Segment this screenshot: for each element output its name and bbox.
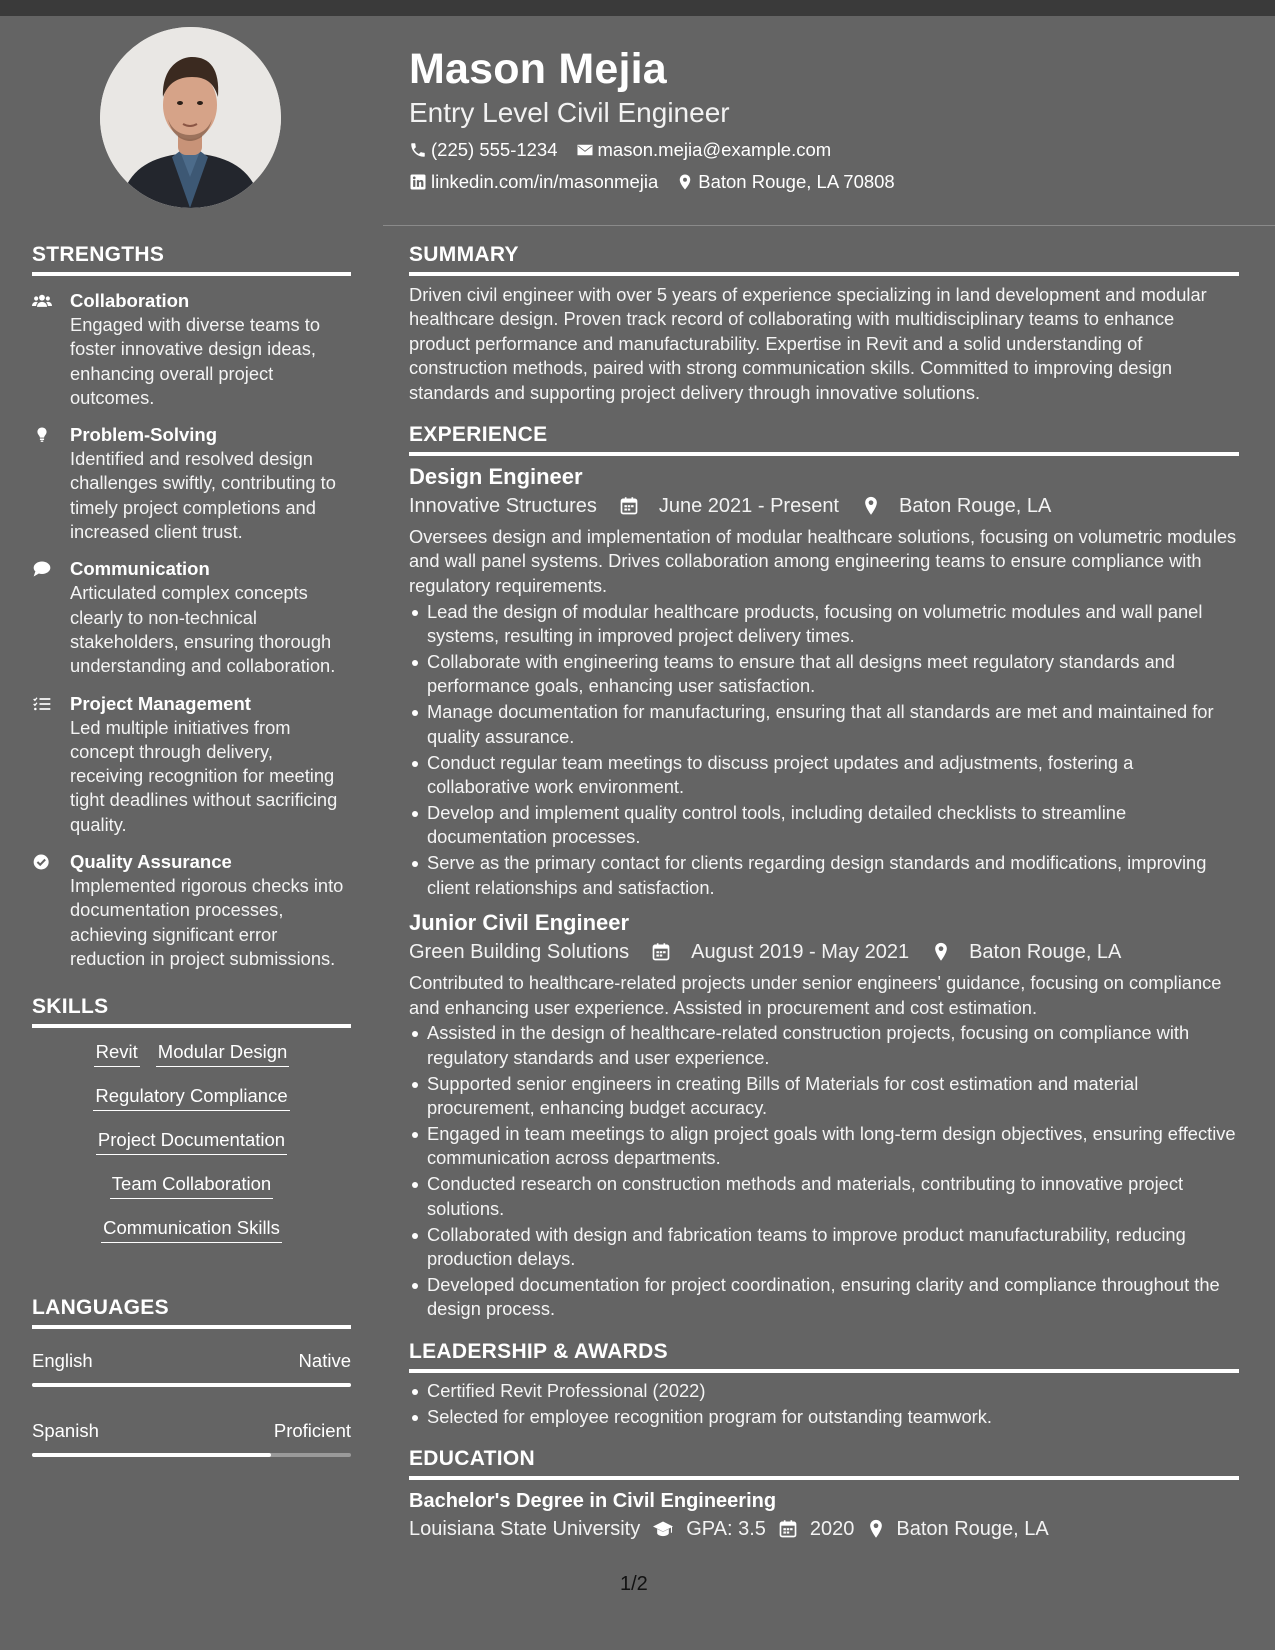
- skill-row: [86, 1040, 298, 1067]
- summary-heading: SUMMARY: [409, 243, 519, 266]
- job-bullet: Engaged in team meetings to align project goals with long-term design objectives, ensuring effective communication across departments.: [409, 1122, 1239, 1171]
- candidate-name: Mason Mejia: [409, 45, 667, 93]
- graduation-cap-icon: [650, 1519, 676, 1539]
- speech-bubble-icon: [32, 557, 70, 678]
- contact-email[interactable]: [576, 138, 832, 162]
- phone-icon: [409, 141, 427, 159]
- skill-row: [102, 1172, 281, 1199]
- leadership-list: [409, 1379, 1239, 1429]
- skill-tag: Regulatory Compliance: [93, 1084, 289, 1111]
- left-column: [32, 241, 351, 1457]
- strength-item: [32, 423, 351, 544]
- section-rule: [409, 1369, 1239, 1373]
- education-year: 2020: [809, 1518, 855, 1541]
- job-bullet: Developed documentation for project coordination, ensuring clarity and compliance throughout the design process.: [409, 1273, 1239, 1322]
- contact-row: [409, 138, 1239, 162]
- skill-row: [88, 1128, 295, 1155]
- strength-desc: Engaged with diverse teams to foster innovative design ideas, enhancing overall project outcomes.: [70, 314, 320, 408]
- strength-desc: Articulated complex concepts clearly to non-technical stakeholders, ensuring thorough understanding and collaboration.: [70, 582, 336, 677]
- job-bullet: Supported senior engineers in creating Bills of Materials for cost estimation and material procurement, enhancing budget accuracy.: [409, 1072, 1239, 1121]
- skill-tag: Team Collaboration: [110, 1172, 273, 1199]
- contact-phone[interactable]: [409, 138, 558, 162]
- job-bullet: Assisted in the design of healthcare-related construction projects, focusing on compliance with regulatory standards and user experience.: [409, 1021, 1239, 1070]
- profile-photo: [100, 27, 281, 208]
- envelope-icon: [576, 141, 594, 159]
- job-bullet: Manage documentation for manufacturing, ensuring that all standards are met and maintained for quality assurance.: [409, 700, 1239, 749]
- strength-title: Collaboration: [70, 290, 190, 311]
- job-dates: August 2019 - May 2021: [691, 941, 910, 964]
- lightbulb-icon: [32, 423, 70, 544]
- users-icon: [32, 289, 70, 410]
- job-entry: [409, 462, 1239, 900]
- job-bullets: [409, 600, 1239, 900]
- contact-row-2: [409, 170, 1239, 194]
- map-pin-icon: [861, 496, 881, 516]
- job-bullet: Collaborated with design and fabrication teams to improve product manufacturability, reducing production delays.: [409, 1223, 1239, 1272]
- strength-desc: Led multiple initiatives from concept through delivery, receiving recognition for meeting tight deadlines without sacrificing quality.: [70, 716, 338, 835]
- experience-heading: EXPERIENCE: [409, 423, 548, 447]
- strength-item: [32, 289, 351, 410]
- resume-header: [409, 42, 1239, 194]
- award-item: Selected for employee recognition program for outstanding teamwork.: [409, 1405, 1239, 1429]
- map-pin-icon: [866, 1519, 886, 1539]
- skill-row: [93, 1216, 290, 1243]
- map-pin-icon: [676, 173, 694, 191]
- skill-tag: Project Documentation: [96, 1128, 287, 1155]
- skill-tag: Revit: [94, 1040, 140, 1067]
- strength-title: Quality Assurance: [70, 851, 232, 873]
- summary-text: Driven civil engineer with over 5 years of experience specializing in land development and modular healthcare design. Proven track record of collaborating with multidisciplinary teams to enhance product performance and manufacturability. Expertise in Revit and a solid understanding of construction methods, paired with strong communication skills. Committed to improving design standards and supporting project delivery through innovative solutions.: [409, 284, 1207, 403]
- strength-title: Communication: [70, 558, 210, 580]
- education-school: Louisiana State University: [409, 1518, 641, 1541]
- phone-text: (225) 555-1234: [431, 139, 558, 160]
- job-meta: [409, 492, 1239, 520]
- education-meta: [409, 1515, 1239, 1543]
- section-rule: [409, 272, 1239, 276]
- job-bullet: Serve as the primary contact for clients regarding design standards and modifications, improving client relationships and satisfaction.: [409, 851, 1239, 900]
- contact-location: [676, 170, 894, 194]
- education-heading: EDUCATION: [409, 1447, 535, 1471]
- job-bullet: Lead the design of modular healthcare products, focusing on volumetric modules and wall panel systems, resulting in improved project delivery times.: [409, 600, 1239, 649]
- strengths-heading: STRENGTHS: [32, 243, 165, 266]
- skills-list: [32, 1040, 351, 1260]
- skill-tag: Modular Design: [156, 1040, 290, 1067]
- job-company: Green Building Solutions: [409, 941, 630, 964]
- job-bullets: [409, 1021, 1239, 1321]
- job-dates: June 2021 - Present: [658, 495, 839, 518]
- award-item: Certified Revit Professional (2022): [409, 1379, 1239, 1403]
- section-rule: [409, 452, 1239, 456]
- page-number: 1/2: [620, 1573, 648, 1595]
- job-description: Contributed to healthcare-related projects under senior engineers' guidance, focusing on compliance and enhancing user experience. Assisted in procurement and cost estimation.: [409, 972, 1222, 1018]
- candidate-title: Entry Level Civil Engineer: [409, 97, 730, 128]
- calendar-icon: [778, 1519, 798, 1539]
- language-item: [32, 1349, 351, 1387]
- strength-title: Problem-Solving: [70, 424, 217, 446]
- section-rule: [409, 1476, 1239, 1480]
- language-bar-fill: [32, 1453, 271, 1457]
- linkedin-icon: [409, 173, 427, 191]
- calendar-icon: [619, 496, 639, 516]
- language-level: Proficient: [273, 1420, 351, 1442]
- language-bar: [32, 1453, 351, 1457]
- language-bar-fill: [32, 1383, 351, 1387]
- languages-heading: LANGUAGES: [32, 1296, 169, 1320]
- education-location: Baton Rouge, LA: [896, 1518, 1049, 1541]
- language-bar: [32, 1383, 351, 1387]
- language-item: [32, 1419, 351, 1457]
- right-column: [409, 241, 1239, 1543]
- language-name: Spanish: [32, 1420, 99, 1442]
- job-bullet: Conduct regular team meetings to discuss project updates and adjustments, fostering a collaborative work environment.: [409, 751, 1239, 800]
- strength-item: [32, 557, 351, 678]
- location-text: Baton Rouge, LA 70808: [698, 171, 895, 192]
- linkedin-text: linkedin.com/in/masonmejia: [431, 171, 659, 192]
- strength-title: Project Management: [70, 692, 251, 714]
- job-bullet: Conducted research on construction methods and materials, contributing to innovative project solutions.: [409, 1172, 1239, 1221]
- contact-linkedin[interactable]: [409, 170, 658, 194]
- job-bullet: Collaborate with engineering teams to ensure that all designs meet regulatory standards and performance goals, enhancing user satisfaction.: [409, 650, 1239, 699]
- calendar-icon: [651, 942, 671, 962]
- section-rule: [32, 1325, 351, 1329]
- education-gpa: GPA: 3.5: [686, 1518, 766, 1541]
- leadership-heading: LEADERSHIP & AWARDS: [409, 1339, 668, 1363]
- section-rule: [32, 272, 351, 276]
- email-text: mason.mejia@example.com: [597, 139, 832, 160]
- job-location: Baton Rouge, LA: [899, 495, 1052, 518]
- job-bullet: Develop and implement quality control tools, including detailed checklists to streamline documentation processes.: [409, 801, 1239, 850]
- strength-item: [32, 850, 351, 971]
- top-bar: [0, 0, 1275, 16]
- header-divider: [383, 225, 1275, 226]
- check-circle-icon: [32, 850, 70, 971]
- education-degree: Bachelor's Degree in Civil Engineering: [409, 1490, 777, 1513]
- job-entry: [409, 908, 1239, 1322]
- strength-desc: Implemented rigorous checks into documentation processes, achieving significant error reduction in project submissions.: [70, 875, 344, 969]
- skills-heading: SKILLS: [32, 995, 109, 1019]
- skill-row: [85, 1084, 297, 1111]
- language-name: English: [32, 1350, 93, 1372]
- job-location: Baton Rouge, LA: [969, 941, 1122, 964]
- job-meta: [409, 938, 1239, 966]
- job-title: Design Engineer: [409, 464, 583, 490]
- job-company: Innovative Structures: [409, 495, 597, 518]
- job-description: Oversees design and implementation of modular healthcare solutions, focusing on volumetric modules and wall panel systems. Drives collaboration among engineering teams to ensure compliance with regulatory requirements.: [409, 526, 1237, 596]
- task-list-icon: [32, 692, 70, 837]
- strength-desc: Identified and resolved design challenges swiftly, contributing to timely project completions and increased client trust.: [70, 448, 336, 543]
- map-pin-icon: [931, 942, 951, 962]
- language-level: Native: [298, 1350, 351, 1372]
- skill-tag: Communication Skills: [101, 1216, 282, 1243]
- job-title: Junior Civil Engineer: [409, 910, 630, 936]
- section-rule: [32, 1024, 351, 1028]
- strength-item: [32, 692, 351, 837]
